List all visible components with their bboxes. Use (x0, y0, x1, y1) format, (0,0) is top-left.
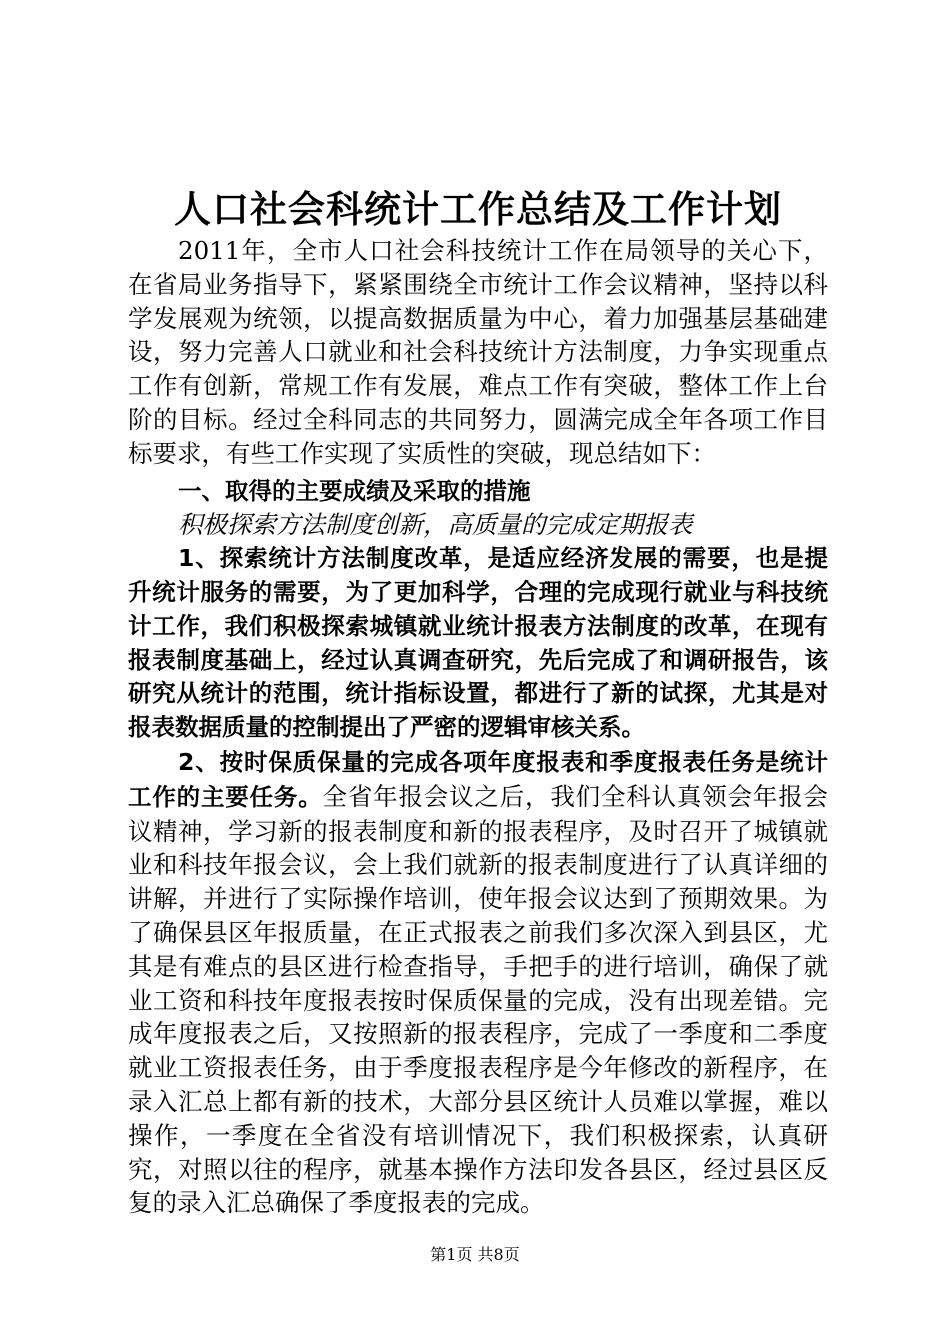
sub-heading: 积极探索方法制度创新，高质量的完成定期报表 (178, 510, 693, 540)
intro-paragraph: 2011年，全市人口社会科技统计工作在局领导的关心下，在省局业务指导下，紧紧围绕全市统计工作会议精神，坚持以科学发展观为统领，以提高数据质量为中心，着力加强基层基础建设，努力完善人口就业和社会科技统计方法制度，力争实现重点工作有创新，常规工作有发展，难点工作有突破，整体工作上台阶的目标。经过全科同志的共同努力，圆满完成全年各项工作目标要求，有些工作实现了实质性的突破，现总结如下： (128, 236, 828, 468)
document-body (128, 186, 828, 1220)
document-title: 人口社会科统计工作总结及工作计划 (174, 188, 782, 231)
item-1-paragraph: 1、探索统计方法制度改革，是适应经济发展的需要，也是提升统计服务的需要，为了更加科学，合理的完成现行就业与科技统计工作，我们积极探索城镇就业统计报表方法制度的改革，在现有报表制度基础上，经过认真调查研究，先后完成了和调研报告，该研究从统计的范围，统计指标设置，都进行了新的试探，尤其是对报表数据质量的控制提出了严密的逻辑审核关系。 (128, 544, 828, 742)
item-2-body: 全省年报会议之后，我们全科认真领会年报会议精神，学习新的报表制度和新的报表程序，及时召开了城镇就业和科技年报会议，会上我们就新的报表制度进行了认真详细的讲解，并进行了实际操作培训，使年报会议达到了预期效果。为了确保县区年报质量，在正式报表之前我们多次深入到县区，尤其是有难点的县区进行检查指导，手把手的进行培训，确保了就业工资和科技年度报表按时保质保量的完成，没有出现差错。完成年度报表之后，又按照新的报表程序，完成了一季度和二季度就业工资报表任务，由于季度报表程序是今年修改的新程序，在录入汇总上都有新的技术，大部分县区统计人员难以掌握，难以操作，一季度在全省没有培训情况下，我们积极探索，认真研究，对照以往的程序，就基本操作方法印发各县区，经过县区反复的录入汇总确保了季度报表的完成。 (128, 781, 829, 1218)
item-2-paragraph (128, 745, 828, 1220)
item-2-lead: 2、按时保质保量的完成各项年度报表和季度报表任务是统计工作的主要任务。 (128, 747, 828, 811)
section-heading: 一、取得的主要成绩及采取的措施 (178, 476, 531, 505)
page-number: 第1页 共8页 (430, 1245, 520, 1264)
